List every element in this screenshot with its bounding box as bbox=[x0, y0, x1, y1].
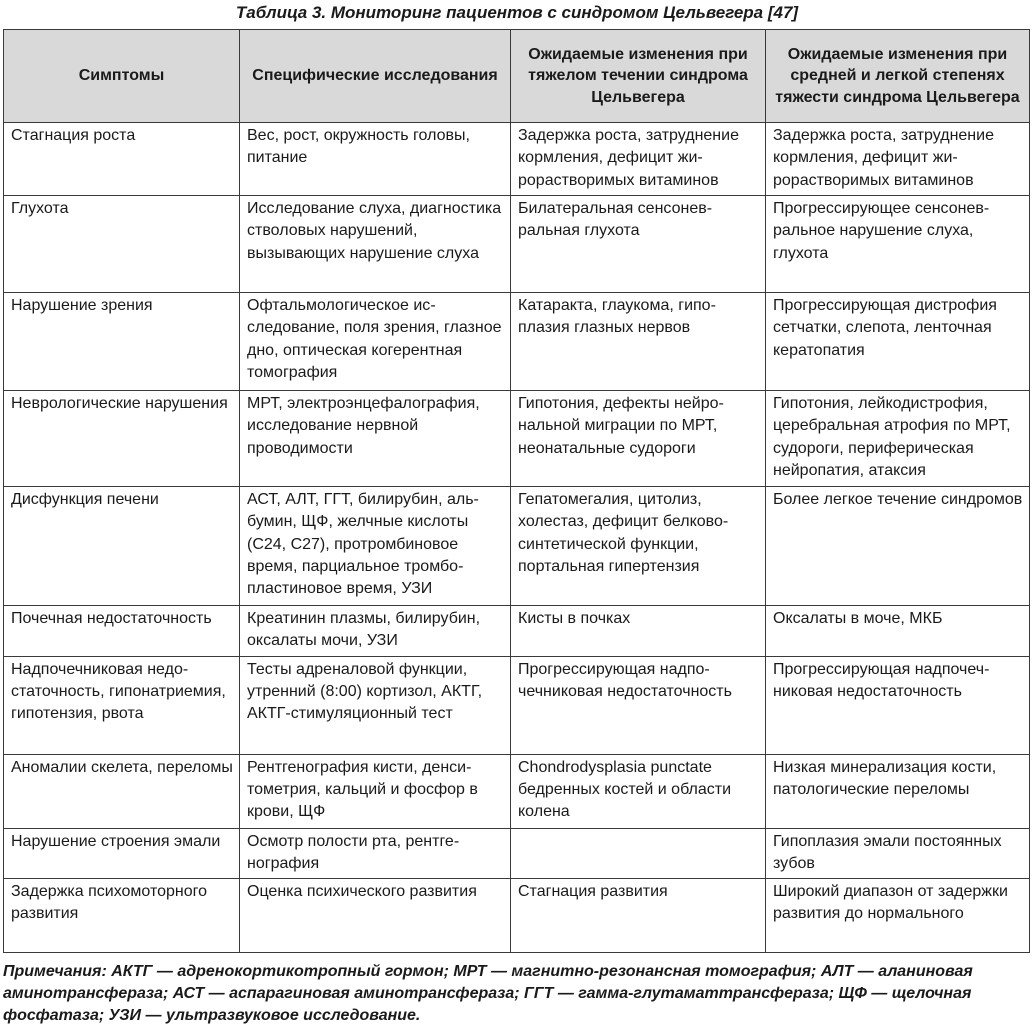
table-row bbox=[4, 656, 1030, 754]
header-symptoms: Симптомы bbox=[4, 30, 240, 123]
cell-severe: Задержка роста, затруднение кормления, дефицит жирорастворимых витаминов bbox=[511, 123, 766, 196]
cell-mild: Прогрессирующее сенсоневральное нарушение слуха, глухота bbox=[766, 196, 1030, 293]
table-row bbox=[4, 196, 1030, 293]
cell-symptom: Неврологические нарушения bbox=[4, 391, 240, 487]
cell-tests: АСТ, АЛТ, ГГТ, билирубин, альбумин, ЩФ, желчные кислоты (С24, С27), протромбиновое время, парциальное тромбопластиновое время, УЗИ bbox=[240, 487, 511, 606]
table-caption: Таблица 3. Мониторинг пациентов с синдромом Цельвегера [47] bbox=[235, 3, 799, 22]
cell-severe: Прогрессирующая надпочечниковая недостаточность bbox=[511, 656, 766, 754]
cell-symptom: Стагнация роста bbox=[4, 123, 240, 196]
table-row bbox=[4, 293, 1030, 391]
cell-symptom: Задержка психомоторного развития bbox=[4, 879, 240, 953]
cell-severe: Стагнация развития bbox=[511, 879, 766, 953]
monitoring-table bbox=[3, 29, 1030, 953]
cell-mild: Гипотония, лейкодистрофия, церебральная атрофия по МРТ, судороги, периферическая нейропатия, атаксия bbox=[766, 391, 1030, 487]
table-row bbox=[4, 123, 1030, 196]
cell-mild: Прогрессирующая надпочечниковая недостаточность bbox=[766, 656, 1030, 754]
cell-mild: Низкая минерализация кости, патологические переломы bbox=[766, 754, 1030, 828]
table-footnote: Примечания: АКТГ — адренокортикотропный гормон; МРТ — магнитно-резонансная томография; АЛТ — аланиновая аминотрансфераза; АСТ — аспарагиновая аминотрансфераза; ГГТ — гамма-глутаматтрансфераза; ЩФ — щелочная фосфатаза; УЗИ — ультразвуковое исследование. bbox=[3, 963, 973, 1024]
cell-symptom: Надпочечниковая недостаточность, гипонатриемия, гипотензия, рвота bbox=[4, 656, 240, 754]
cell-tests: Исследование слуха, диагностика стволовых нарушений, вызывающих нарушение слуха bbox=[240, 196, 511, 293]
cell-symptom: Нарушение зрения bbox=[4, 293, 240, 391]
cell-tests: Осмотр полости рта, рентгенография bbox=[240, 828, 511, 879]
cell-mild: Более легкое течение синдромов bbox=[766, 487, 1030, 606]
cell-severe: Chondrodysplasia punctate бедренных костей и области колена bbox=[511, 754, 766, 828]
table-row bbox=[4, 487, 1030, 606]
cell-tests: Креатинин плазмы, билирубин, оксалаты мочи, УЗИ bbox=[240, 606, 511, 657]
cell-severe: Гипотония, дефекты нейрональной миграции по МРТ, неонатальные судороги bbox=[511, 391, 766, 487]
cell-tests: Вес, рост, окружность головы, питание bbox=[240, 123, 511, 196]
cell-severe: Билатеральная сенсоневральная глухота bbox=[511, 196, 766, 293]
cell-tests: Офтальмологическое исследование, поля зрения, глазное дно, оптическая когерентная томография bbox=[240, 293, 511, 391]
cell-mild: Широкий диапазон от задержки развития до нормального bbox=[766, 879, 1030, 953]
cell-symptom: Аномалии скелета, переломы bbox=[4, 754, 240, 828]
cell-symptom: Нарушение строения эмали bbox=[4, 828, 240, 879]
table-row bbox=[4, 828, 1030, 879]
table-row bbox=[4, 879, 1030, 953]
header-mild-changes: Ожидаемые изменения при средней и легкой степенях тяжести синдрома Цельвегера bbox=[766, 30, 1030, 123]
cell-mild: Прогрессирующая дистрофия сетчатки, слепота, ленточная кератопатия bbox=[766, 293, 1030, 391]
cell-tests: Тесты адреналовой функции, утренний (8:00) кортизол, АКТГ, АКТГ-стимуляционный тест bbox=[240, 656, 511, 754]
table-row bbox=[4, 754, 1030, 828]
cell-mild: Задержка роста, затруднение кормления, дефицит жирорастворимых витаминов bbox=[766, 123, 1030, 196]
cell-symptom: Почечная недостаточность bbox=[4, 606, 240, 657]
table-row bbox=[4, 606, 1030, 657]
cell-severe: Гепатомегалия, цитолиз, холестаз, дефицит белковосинтетической функции, портальная гипертензия bbox=[511, 487, 766, 606]
cell-severe: Кисты в почках bbox=[511, 606, 766, 657]
table-row bbox=[4, 391, 1030, 487]
cell-tests: Рентгенография кисти, денситометрия, кальций и фосфор в крови, ЩФ bbox=[240, 754, 511, 828]
cell-mild: Оксалаты в моче, МКБ bbox=[766, 606, 1030, 657]
cell-mild: Гипоплазия эмали постоянных зубов bbox=[766, 828, 1030, 879]
cell-severe: Катаракта, глаукома, гипоплазия глазных нервов bbox=[511, 293, 766, 391]
header-tests: Специфические исследования bbox=[240, 30, 511, 123]
cell-severe bbox=[511, 828, 766, 879]
cell-tests: Оценка психического развития bbox=[240, 879, 511, 953]
header-row bbox=[4, 30, 1030, 123]
cell-tests: МРТ, электроэнцефалография, исследование нервной проводимости bbox=[240, 391, 511, 487]
cell-symptom: Глухота bbox=[4, 196, 240, 293]
cell-symptom: Дисфункция печени bbox=[4, 487, 240, 606]
header-severe-changes: Ожидаемые изменения при тяжелом течении синдрома Цельвегера bbox=[511, 30, 766, 123]
